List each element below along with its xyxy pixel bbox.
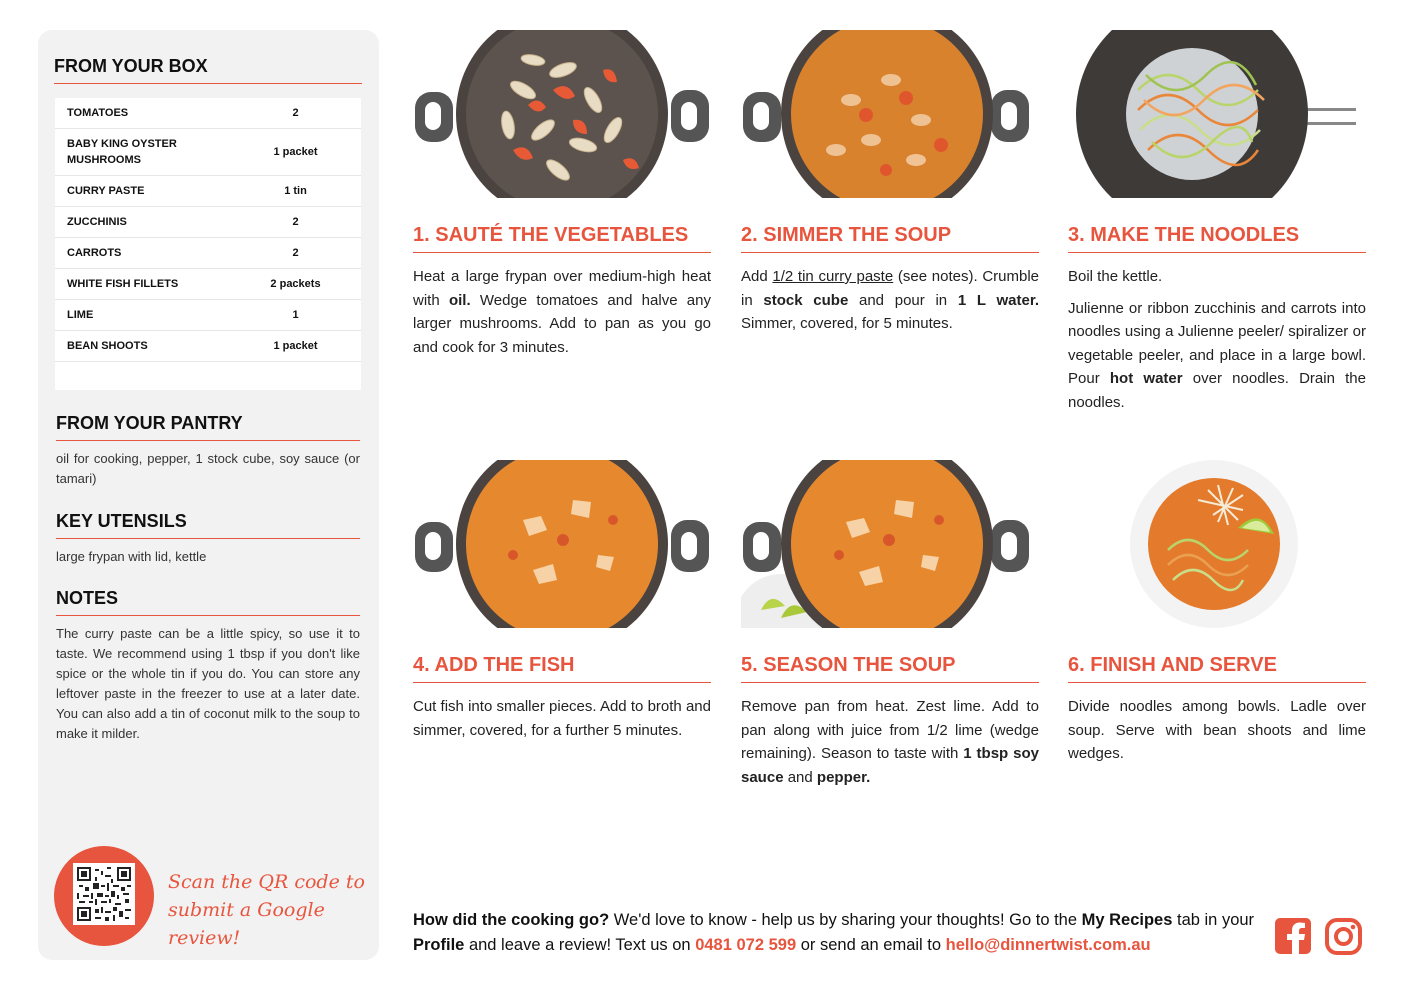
- box-ingredient-row: [55, 207, 361, 238]
- step-3-text: [1068, 265, 1366, 414]
- step-2-title: 2. SIMMER THE SOUP: [741, 224, 1039, 253]
- step-1: [413, 30, 711, 359]
- ingredient-name: ZUCCHINIS: [67, 216, 127, 228]
- pantry-title: FROM YOUR PANTRY: [56, 413, 360, 441]
- profile-link[interactable]: Profile: [413, 936, 465, 954]
- ingredient-quantity: 2: [292, 247, 299, 259]
- step-6: [1068, 460, 1366, 766]
- text-run: pepper.: [816, 768, 871, 786]
- step-3-para-2: [1068, 297, 1366, 415]
- step-5: [741, 460, 1039, 789]
- step-3: [1068, 30, 1366, 414]
- step-1-title: 1. SAUTÉ THE VEGETABLES: [413, 224, 711, 253]
- feedback-text-2: tab in your: [1172, 911, 1255, 929]
- ingredient-name: BABY KING OYSTER MUSHROOMS: [67, 138, 177, 166]
- step-5-title: 5. SEASON THE SOUP: [741, 654, 1039, 683]
- simmering-soup-image: [741, 30, 1039, 198]
- ingredient-name: LIME: [67, 309, 94, 321]
- box-ingredient-row: [55, 269, 361, 300]
- vegetable-noodles-image: [1068, 30, 1366, 198]
- notes-title: NOTES: [56, 588, 360, 616]
- step-5-text: [741, 695, 1039, 789]
- feedback-text-3: and leave a review! Text us on: [464, 936, 696, 954]
- text-run: Remove pan from heat. Zest lime. Add to pan along with juice from 1/2 lime (wedge remaining). Season to taste with: [741, 698, 1039, 762]
- notes-section: [56, 588, 360, 744]
- text-run: and: [783, 768, 817, 786]
- step-4: [413, 460, 711, 742]
- feedback-text-1: We'd love to know - help us by sharing your thoughts! Go to the: [609, 911, 1082, 929]
- pantry-text: oil for cooking, pepper, 1 stock cube, soy sauce (or tamari): [56, 451, 360, 486]
- phone-link[interactable]: 0481 072 599: [695, 936, 797, 954]
- feedback-text-4: or send an email to: [796, 936, 946, 954]
- text-run: 1 L water.: [957, 291, 1040, 309]
- text-run: Cut fish into smaller pieces. Add to broth and simmer, covered, for a further 5 minutes.: [413, 698, 711, 739]
- ingredient-quantity: 1 packet: [273, 146, 318, 158]
- step-6-text: [1068, 695, 1366, 766]
- ingredient-name: CARROTS: [67, 247, 122, 259]
- step-6-title: 6. FINISH AND SERVE: [1068, 654, 1366, 683]
- text-run: Heat a large frypan over medium-high heat with: [413, 268, 711, 309]
- utensils-title: KEY UTENSILS: [56, 511, 360, 539]
- box-ingredient-row: [55, 238, 361, 269]
- step-2-text: [741, 265, 1039, 336]
- ingredient-quantity: 1 tin: [284, 185, 307, 197]
- step-4-title: 4. ADD THE FISH: [413, 654, 711, 683]
- box-ingredient-row: [55, 176, 361, 207]
- instagram-icon[interactable]: [1325, 918, 1363, 956]
- box-ingredient-row: [55, 98, 361, 129]
- step-1-text: [413, 265, 711, 359]
- qr-cta-line-2: submit a Google review!: [168, 899, 325, 949]
- step-4-text: [413, 695, 711, 742]
- my-recipes-link[interactable]: My Recipes: [1081, 911, 1173, 929]
- ingredient-name: BEAN SHOOTS: [67, 340, 148, 352]
- served-bowl-image: [1068, 460, 1366, 628]
- step-2: [741, 30, 1039, 336]
- ingredient-quantity: 1: [292, 309, 299, 321]
- text-run: hot water: [1109, 370, 1183, 387]
- ingredient-name: CURRY PASTE: [67, 185, 145, 197]
- text-run: and pour in: [848, 291, 958, 309]
- text-run: 1/2 tin curry paste: [772, 268, 894, 285]
- text-run: 1 tbsp soy sauce: [741, 745, 1039, 786]
- box-ingredient-row: [55, 129, 361, 176]
- text-run: oil.: [448, 291, 471, 309]
- feedback-footer: [413, 908, 1263, 958]
- pantry-section: [56, 413, 360, 489]
- qr-code-icon[interactable]: [73, 863, 135, 925]
- from-your-box-title: FROM YOUR BOX: [54, 56, 362, 84]
- notes-text: The curry paste can be a little spicy, so use it to taste. We recommend using 1 tbsp if you don't like spice or the whole tin if you do. You can store any leftover paste in the freezer to use at a later date. You can also add a tin of coconut milk to the soup to make it milder.: [56, 626, 360, 741]
- frypan-vegetables-image: [413, 30, 711, 198]
- qr-review-prompt: [168, 868, 368, 952]
- utensils-text: large frypan with lid, kettle: [56, 549, 207, 564]
- seasoned-soup-image: [741, 460, 1039, 628]
- box-ingredient-row: [55, 300, 361, 331]
- ingredient-quantity: 2: [292, 216, 299, 228]
- ingredient-quantity: 2: [292, 107, 299, 119]
- qr-cta-line-1: Scan the QR code to: [168, 871, 365, 893]
- ingredient-quantity: 1 packet: [273, 340, 318, 352]
- facebook-icon[interactable]: [1275, 918, 1313, 956]
- fish-soup-image: [413, 460, 711, 628]
- utensils-section: [56, 511, 360, 567]
- text-run: Simmer, covered, for 5 minutes.: [741, 315, 953, 332]
- text-run: (see notes). Crumble in: [741, 268, 1039, 309]
- step-3-para-1: Boil the kettle.: [1068, 268, 1163, 285]
- text-run: Julienne or ribbon zucchinis and carrots into noodles using a Julienne peeler/ spiralizer or vegetable peeler, and place in a large bowl. Pour: [1068, 299, 1366, 387]
- step-3-title: 3. MAKE THE NOODLES: [1068, 224, 1366, 253]
- ingredient-name: TOMATOES: [67, 107, 129, 119]
- ingredients-sidebar: [38, 30, 379, 960]
- text-run: over noodles. Drain the noodles.: [1068, 370, 1366, 411]
- box-ingredients-table: [55, 98, 361, 390]
- ingredient-quantity: 2 packets: [270, 278, 321, 290]
- text-run: Divide noodles among bowls. Ladle over soup. Serve with bean shoots and lime wedges.: [1068, 698, 1366, 762]
- text-run: stock cube: [763, 291, 849, 309]
- email-link[interactable]: hello@dinnertwist.com.au: [945, 936, 1151, 954]
- text-run: Wedge tomatoes and halve any larger mushrooms. Add to pan as you go and cook for 3 minutes.: [413, 291, 711, 356]
- text-run: Add: [741, 268, 773, 285]
- ingredient-name: WHITE FISH FILLETS: [67, 278, 179, 290]
- feedback-question: How did the cooking go?: [413, 911, 610, 929]
- qr-code-badge[interactable]: [54, 846, 154, 946]
- box-ingredient-row: [55, 331, 361, 362]
